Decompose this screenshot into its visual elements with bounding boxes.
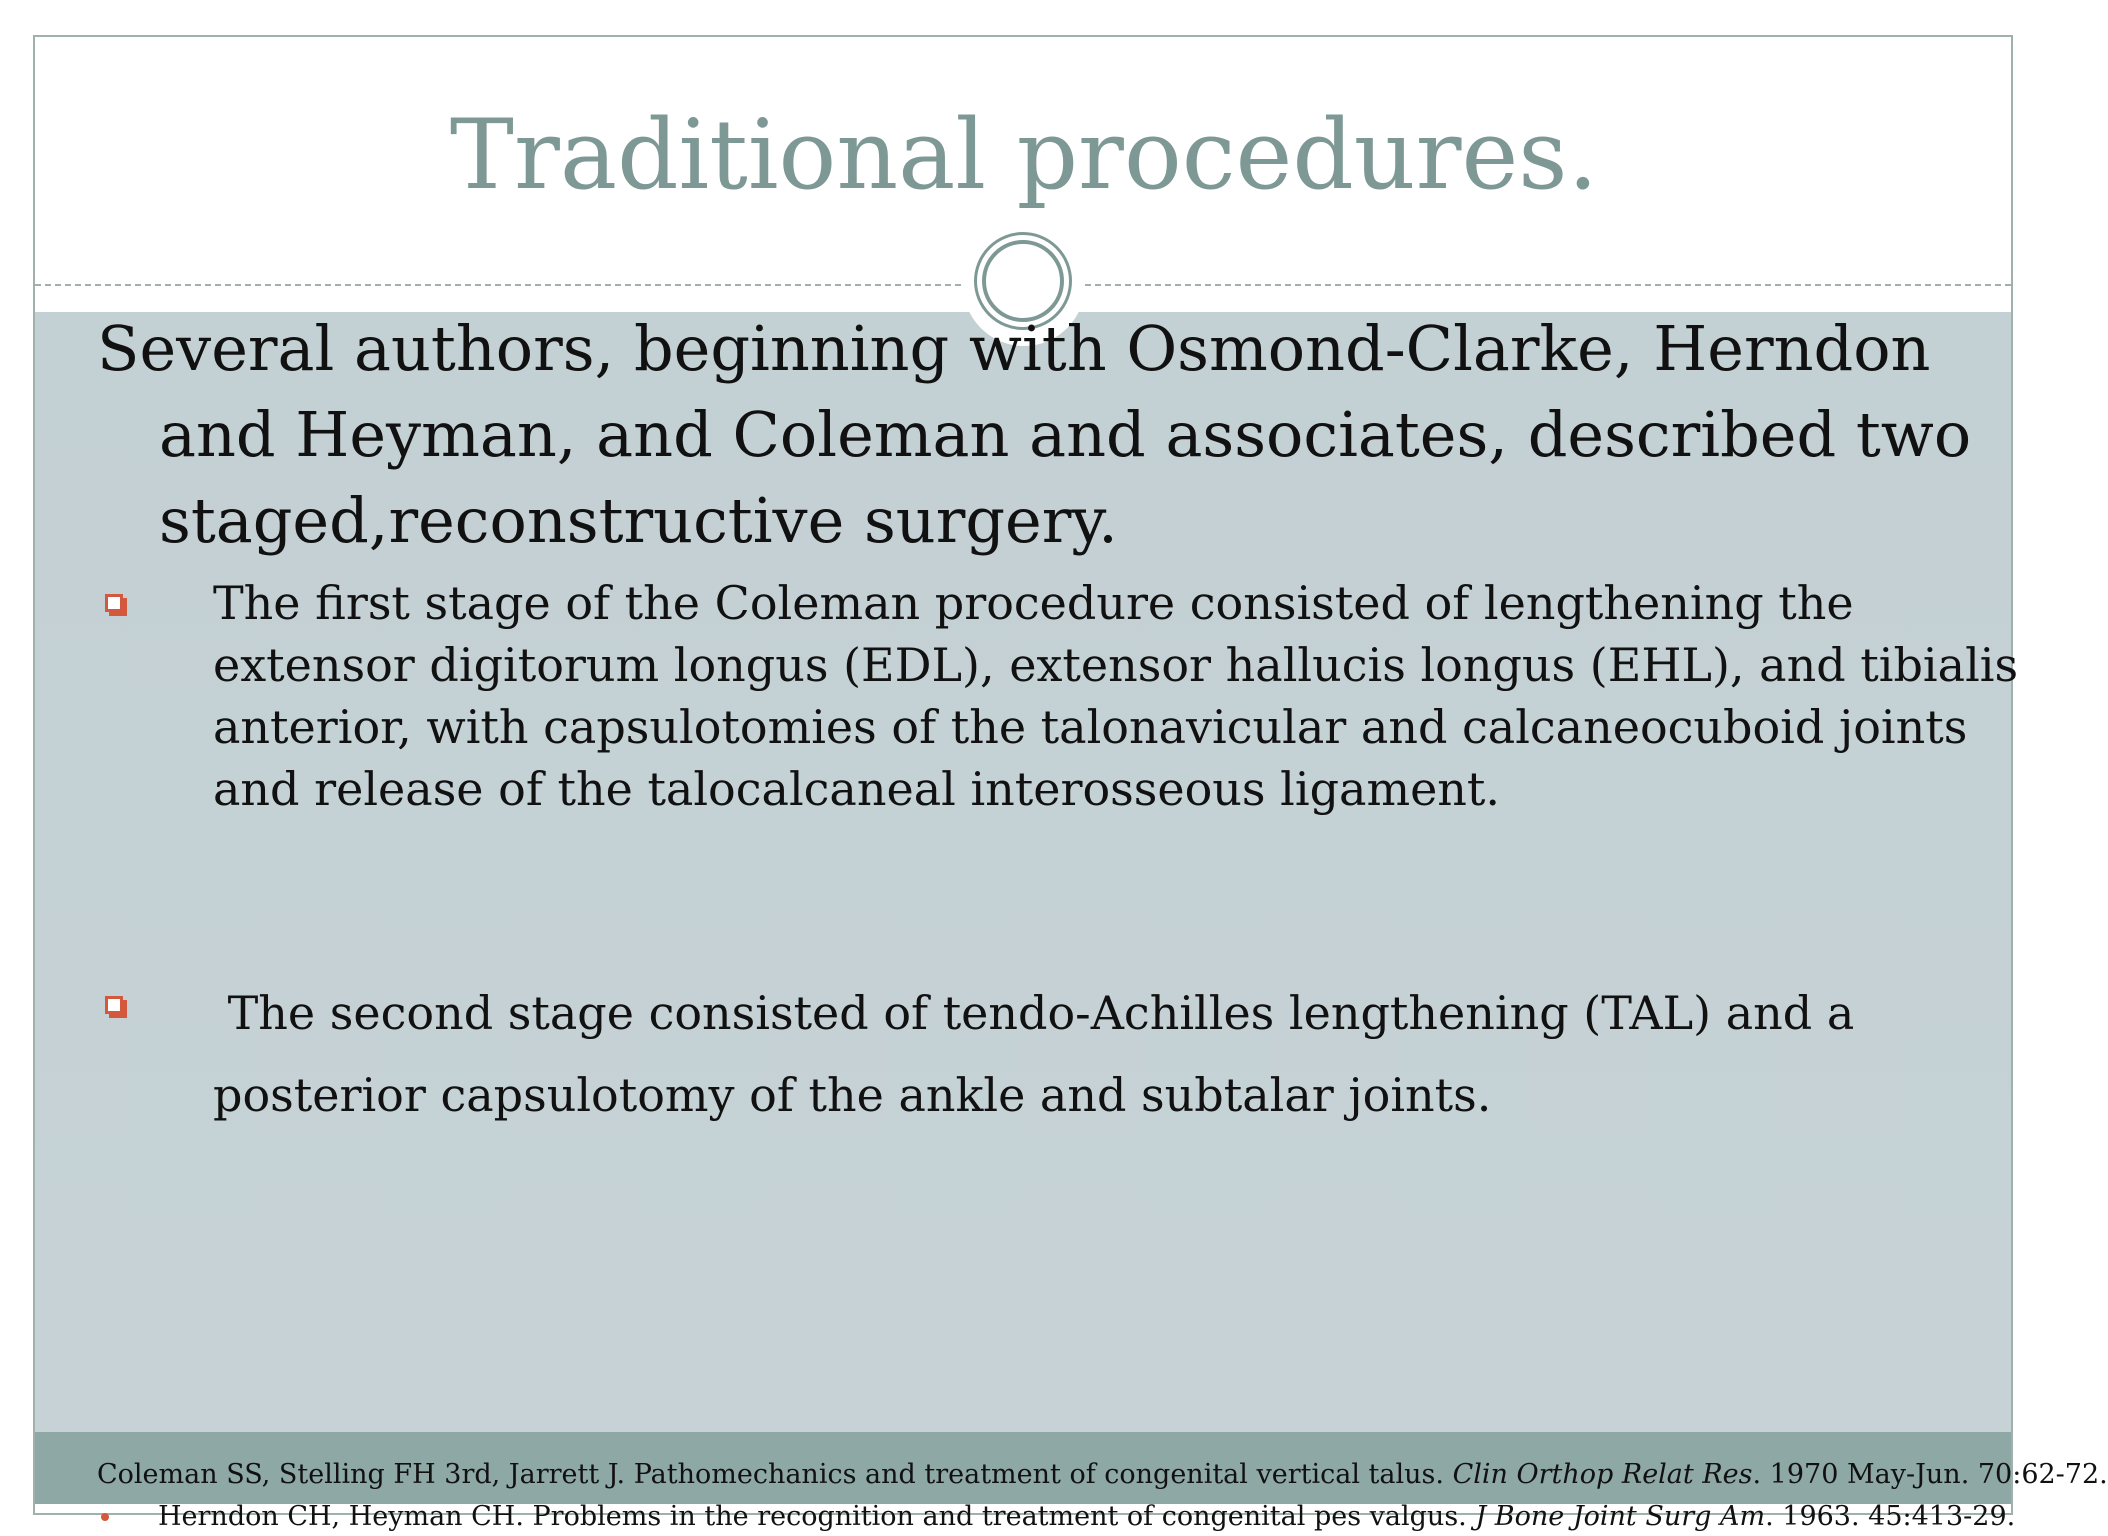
reference-citation: . 1970 May-Jun. 70:62-72. <box>1752 1459 2108 1490</box>
bullet-text-first-stage: The first stage of the Coleman procedure consisted of lengthening the extensor digitorum longus (EDL), extensor hallucis longus (EHL), and tibialis anterior, with capsulotomies of the talonavicular and calcaneocuboid joints and release of the talocalcaneal interosseous ligament. <box>213 576 2019 816</box>
hollow-square-bullet-icon <box>105 594 123 612</box>
slide-title: Traditional procedures. <box>449 99 1599 211</box>
reference-bullet-dot-icon <box>101 1513 109 1521</box>
reference-journal: Clin Orthop Relat Res <box>1452 1459 1753 1490</box>
reference-citation: . 1963. 45:413-29. <box>1765 1501 2016 1532</box>
intro-paragraph: Several authors, beginning with Osmond-Clarke, Herndon and Heyman, and Coleman and associates, described two staged,reconstructive surgery. <box>97 312 1972 557</box>
reference-authors-title: Coleman SS, Stelling FH 3rd, Jarrett J. Pathomechanics and treatment of congenital vertical talus. <box>97 1459 1453 1490</box>
reference-journal: J Bone Joint Surg Am <box>1475 1501 1766 1532</box>
reference-herndon <box>158 1500 2015 1534</box>
hollow-square-bullet-icon <box>105 996 123 1014</box>
reference-coleman <box>97 1458 2108 1492</box>
reference-authors-title: Herndon CH, Heyman CH. Problems in the recognition and treatment of congenital pes valgus. <box>158 1501 1476 1532</box>
bullet-text-second-stage: The second stage consisted of tendo-Achilles lengthening (TAL) and a posterior capsulotomy of the ankle and subtalar joints. <box>213 986 1869 1122</box>
